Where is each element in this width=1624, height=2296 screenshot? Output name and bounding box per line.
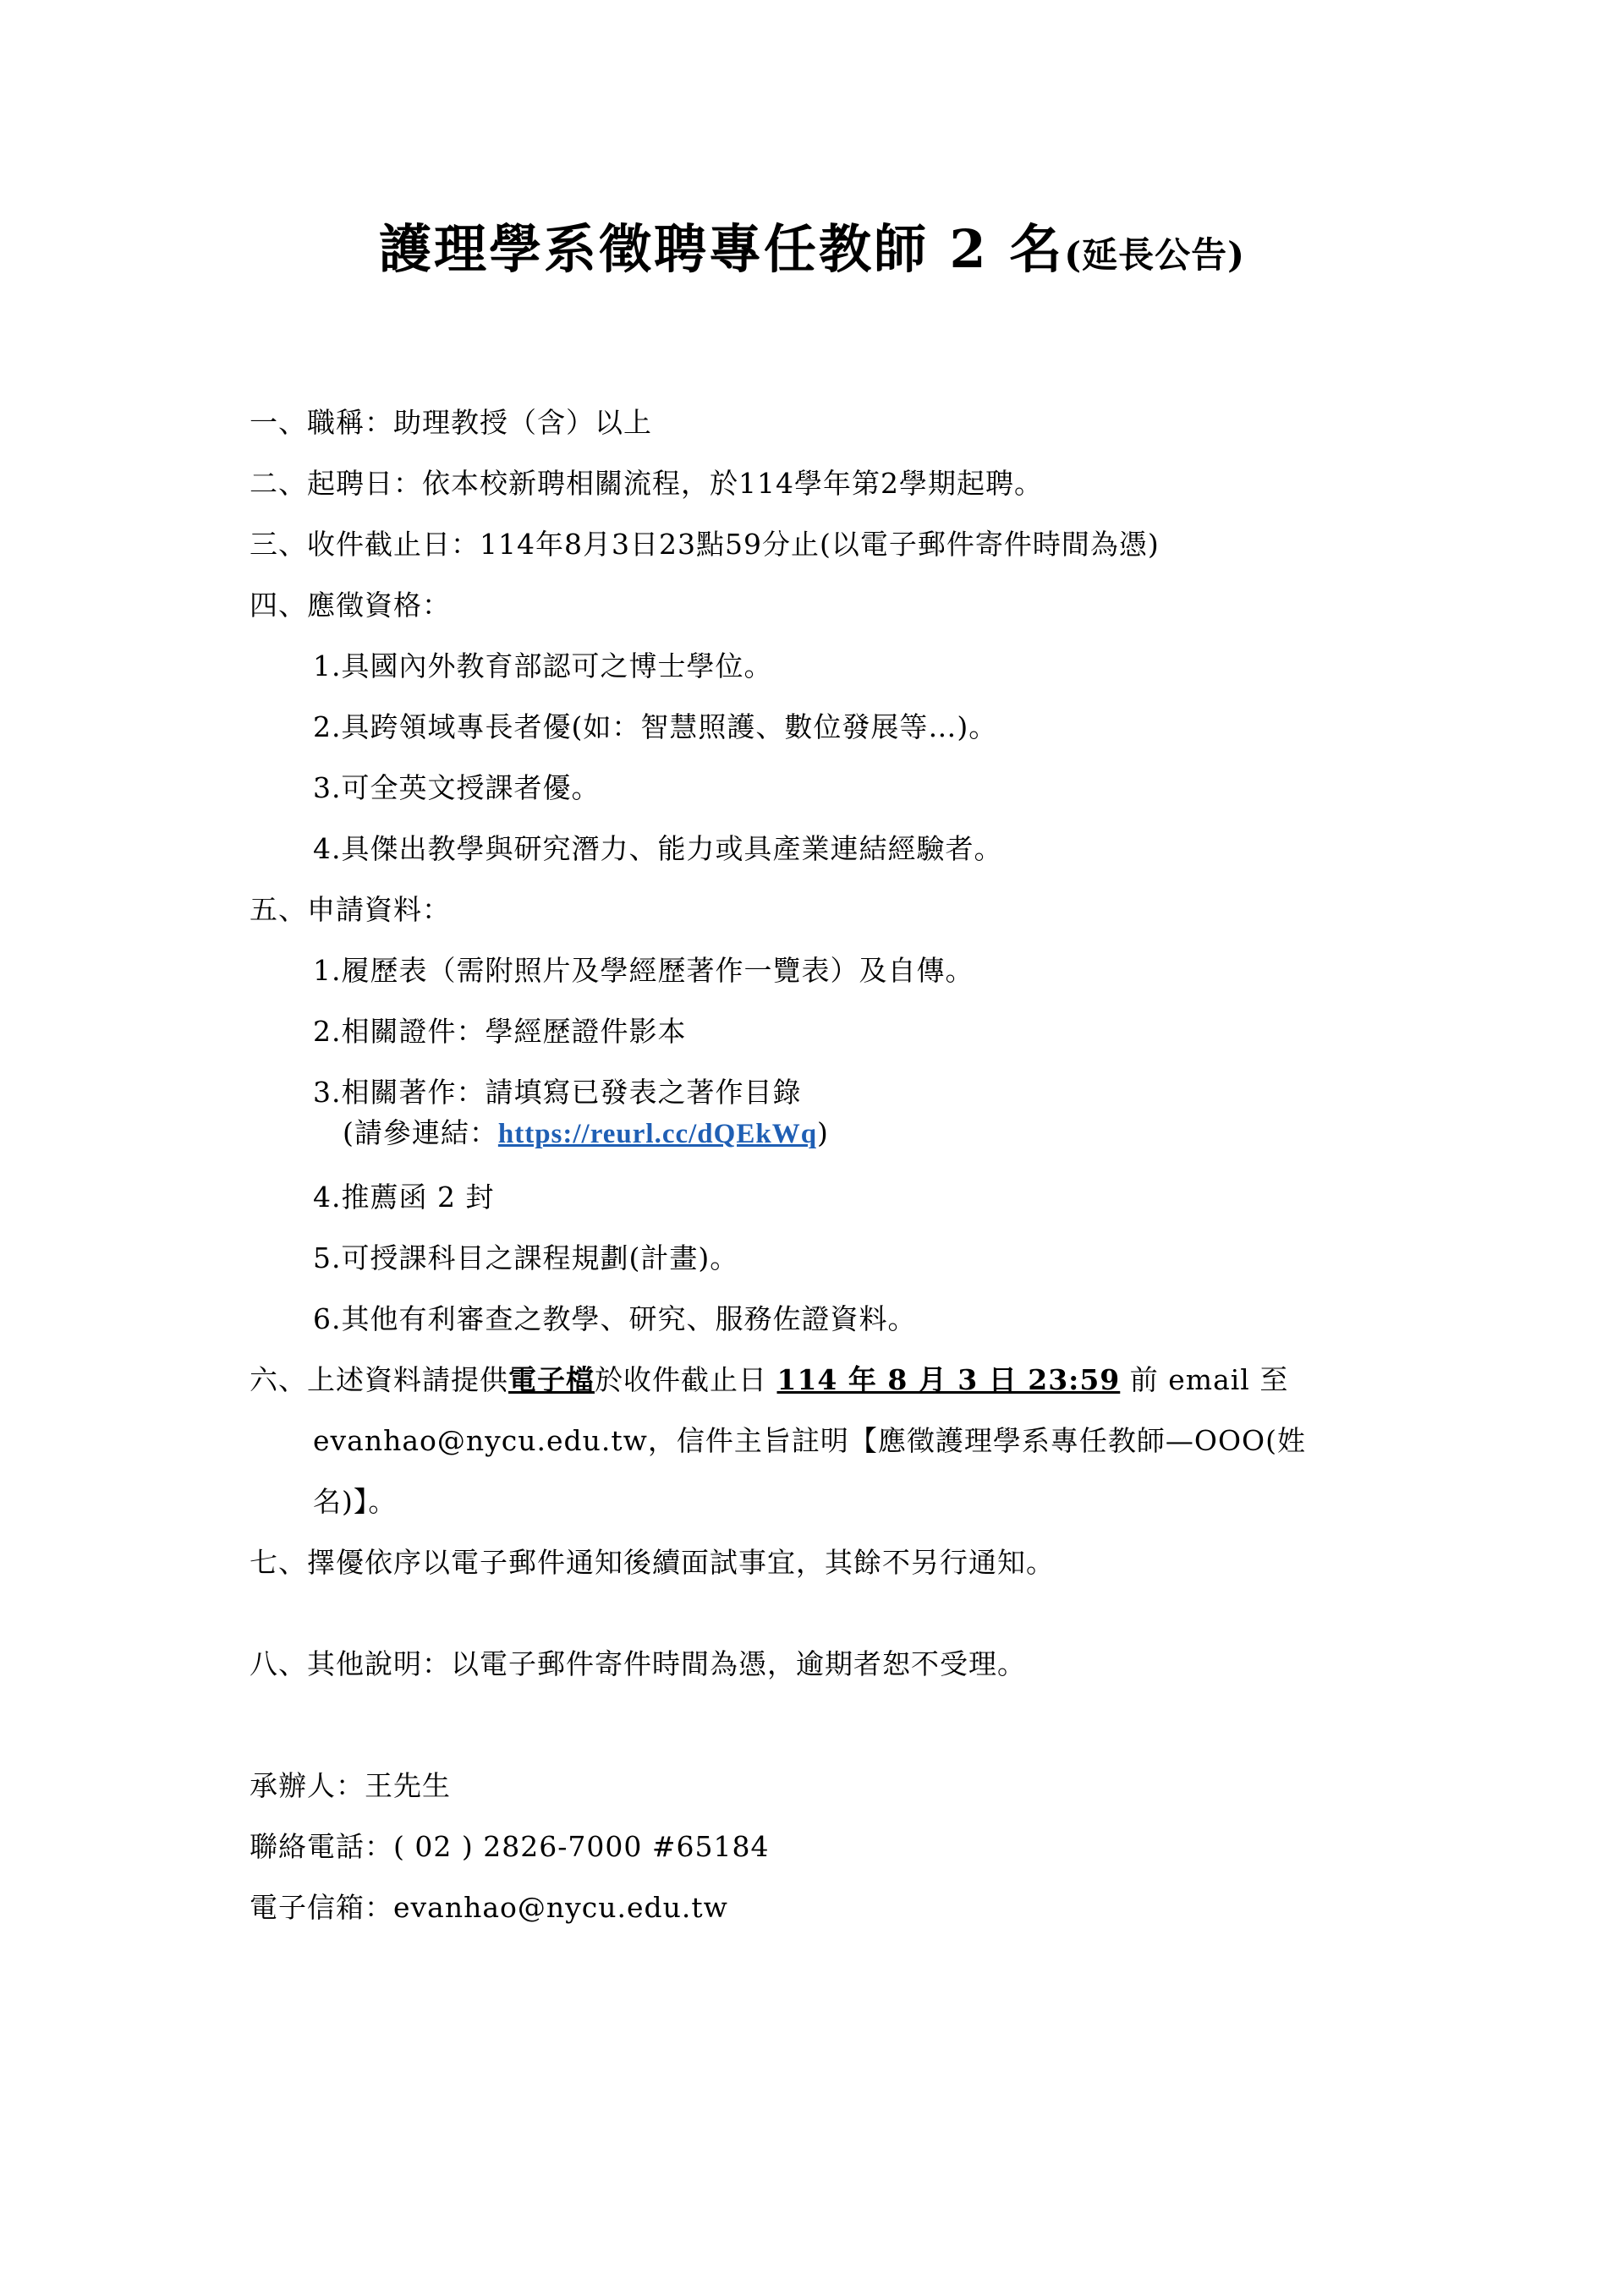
submission-text-3: 前 email 至 (1120, 1363, 1289, 1396)
contact-handler: 承辦人：王先生 (250, 1769, 451, 1802)
qualification-item: 4.具傑出教學與研究潛力、能力或具產業連結經驗者。 (313, 832, 1003, 865)
qualification-item: 2.具跨領域專長者優(如：智慧照護、數位發展等…)。 (313, 710, 998, 743)
submission-subject-line: 名)】。 (313, 1485, 398, 1518)
qualification-item: 3.可全英文授課者優。 (313, 771, 601, 804)
contact-email: 電子信箱：evanhao@nycu.edu.tw (250, 1891, 728, 1924)
item-application-materials-heading: 五、申請資料： (250, 893, 451, 926)
item-deadline: 三、收件截止日：114年8月3日23點59分止(以電子郵件寄件時間為憑) (250, 528, 1160, 561)
material-item: 6.其他有利審查之教學、研究、服務佐證資料。 (313, 1302, 917, 1335)
material-item: 4.推薦函 2 封 (313, 1181, 495, 1214)
item-other-notes: 八、其他說明：以電子郵件寄件時間為憑，逾期者恕不受理。 (250, 1647, 1026, 1680)
item-qualifications-heading: 四、應徵資格： (250, 589, 451, 622)
title-main: 護理學系徵聘專任教師 2 名 (378, 218, 1065, 280)
submission-email-line: evanhao@nycu.edu.tw，信件主旨註明【應徵護理學系專任教師—OOO(姓 (313, 1424, 1306, 1457)
item-interview-notice: 七、擇優依序以電子郵件通知後續面試事宜，其餘不另行通知。 (250, 1546, 1055, 1579)
item-submission-instructions (250, 1362, 1288, 1399)
material-item: 3.相關著作：請填寫已發表之著作目錄 (313, 1076, 802, 1109)
material-item: 5.可授課科目之課程規劃(計畫)。 (313, 1241, 739, 1274)
item-start-date: 二、起聘日：依本校新聘相關流程，於114學年第2學期起聘。 (250, 467, 1043, 500)
deadline-emphasis: 114 年 8 月 3 日 23:59 (776, 1363, 1121, 1396)
submission-text-1: 六、上述資料請提供 (250, 1363, 508, 1396)
material-item: 2.相關證件：學經歷證件影本 (313, 1015, 687, 1048)
link-suffix: ) (817, 1116, 829, 1149)
material-item: 1.履歷表（需附照片及學經歷著作一覽表）及自傳。 (313, 954, 974, 987)
page-title (0, 211, 1624, 293)
item-job-title: 一、職稱：助理教授（含）以上 (250, 406, 652, 439)
title-suffix: (延長公告) (1064, 234, 1246, 276)
publication-link-line (343, 1115, 829, 1153)
publication-list-link[interactable]: https://reurl.cc/dQEkWq (497, 1119, 818, 1149)
contact-phone: 聯絡電話：( 02 ) 2826-7000 #65184 (250, 1830, 770, 1863)
electronic-file-emphasis: 電子檔 (508, 1363, 595, 1396)
link-prefix: (請參連結： (343, 1116, 498, 1149)
qualification-item: 1.具國內外教育部認可之博士學位。 (313, 649, 773, 682)
submission-text-2: 於收件截止日 (595, 1363, 777, 1396)
